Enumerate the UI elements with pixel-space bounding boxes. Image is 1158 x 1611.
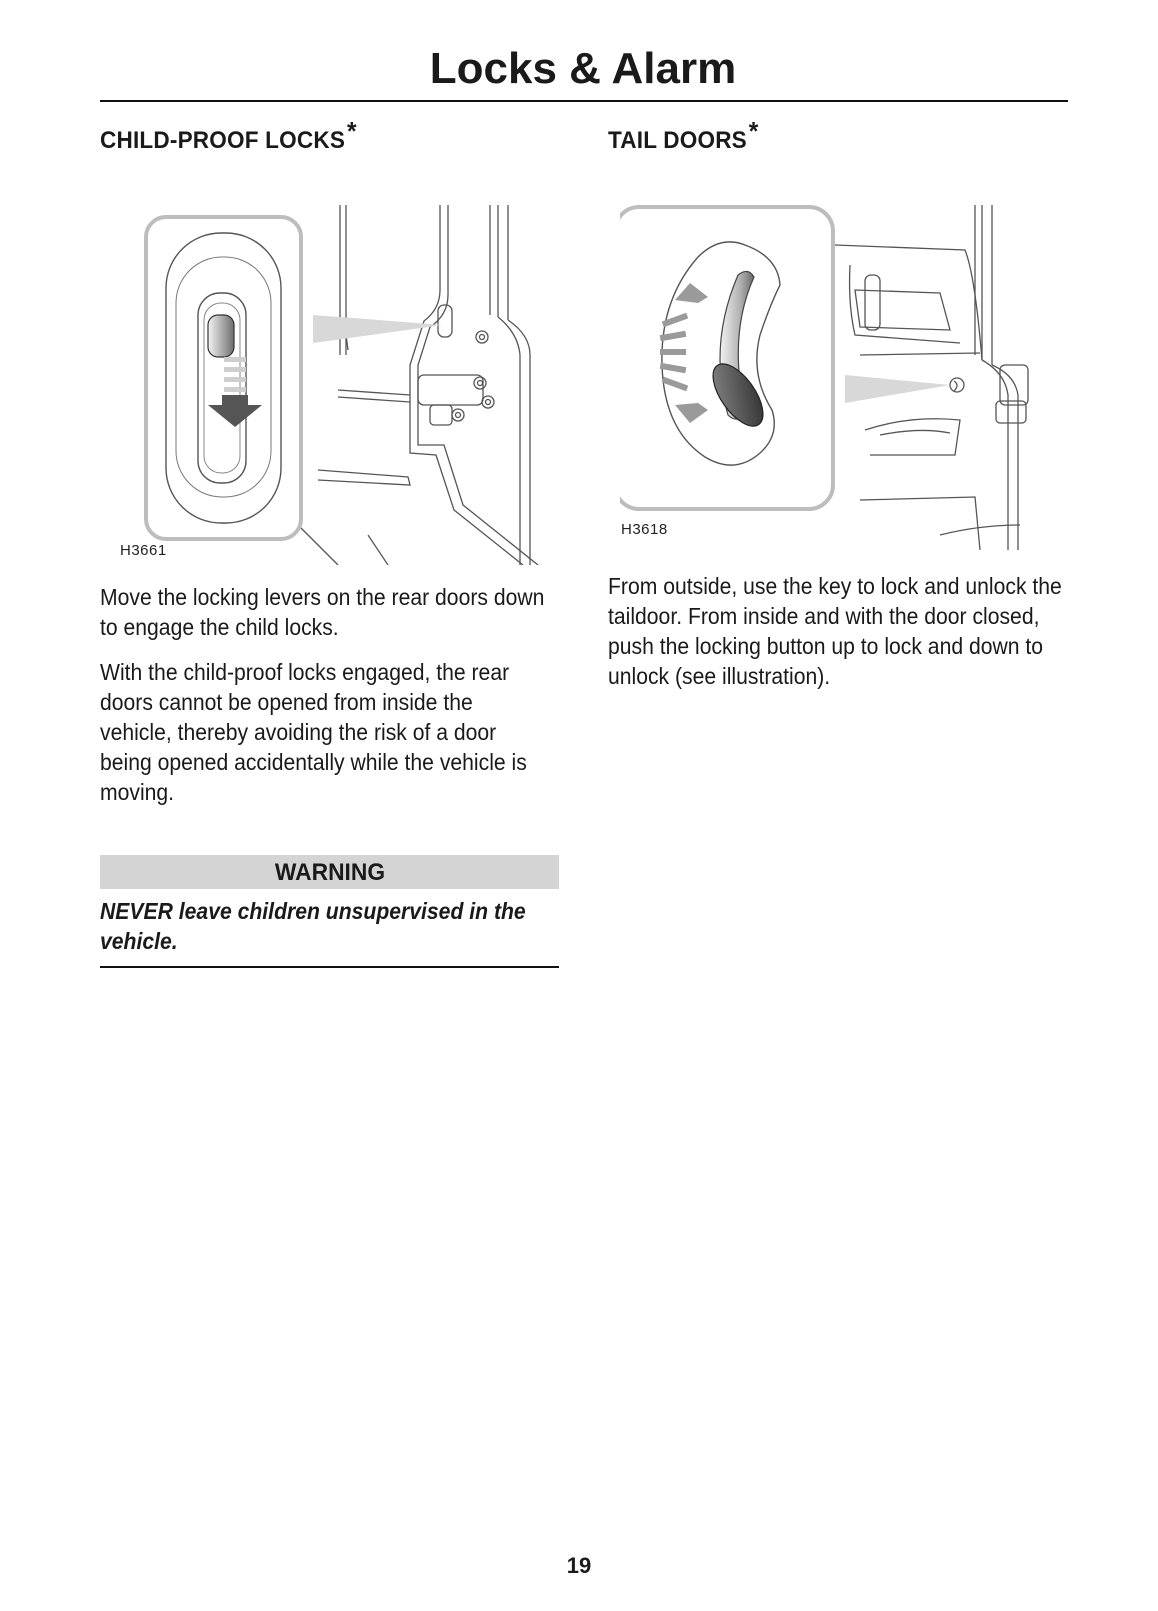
child-proof-locks-heading [100,116,357,155]
child-lock-paragraph-1: Move the locking levers on the rear doors down to engage the child locks. [100,584,545,640]
child-proof-locks-heading-text: CHILD-PROOF LOCKS [100,127,346,154]
tail-door-paragraph: From outside, use the key to lock and unlock the taildoor. From inside and with the door closed, push the locking button up to lock and down to unlock (see illustration). [608,573,1062,689]
warning-rule [100,966,559,968]
tail-doors-heading [608,116,759,155]
footnote-asterisk: * [346,116,357,146]
warning-text: NEVER leave children unsupervised in the vehicle. [100,898,526,954]
title-rule [100,100,1068,102]
warning-label: WARNING [274,859,385,886]
tail-door-lock-illustration [620,205,1060,550]
child-lock-illustration [118,205,558,565]
child-lock-paragraph-2: With the child-proof locks engaged, the rear doors cannot be opened from inside the vehicle, thereby avoiding the risk of a door being opened accidentally while the vehicle is moving. [100,659,527,805]
figure-code-h3618: H3618 [621,521,668,538]
tail-doors-heading-text: TAIL DOORS [608,127,747,154]
footnote-asterisk: * [748,116,759,146]
figure-code-h3661: H3661 [120,542,167,559]
warning-banner [100,855,559,889]
page-title: Locks & Alarm [429,44,737,93]
page-number: 19 [566,1553,592,1578]
